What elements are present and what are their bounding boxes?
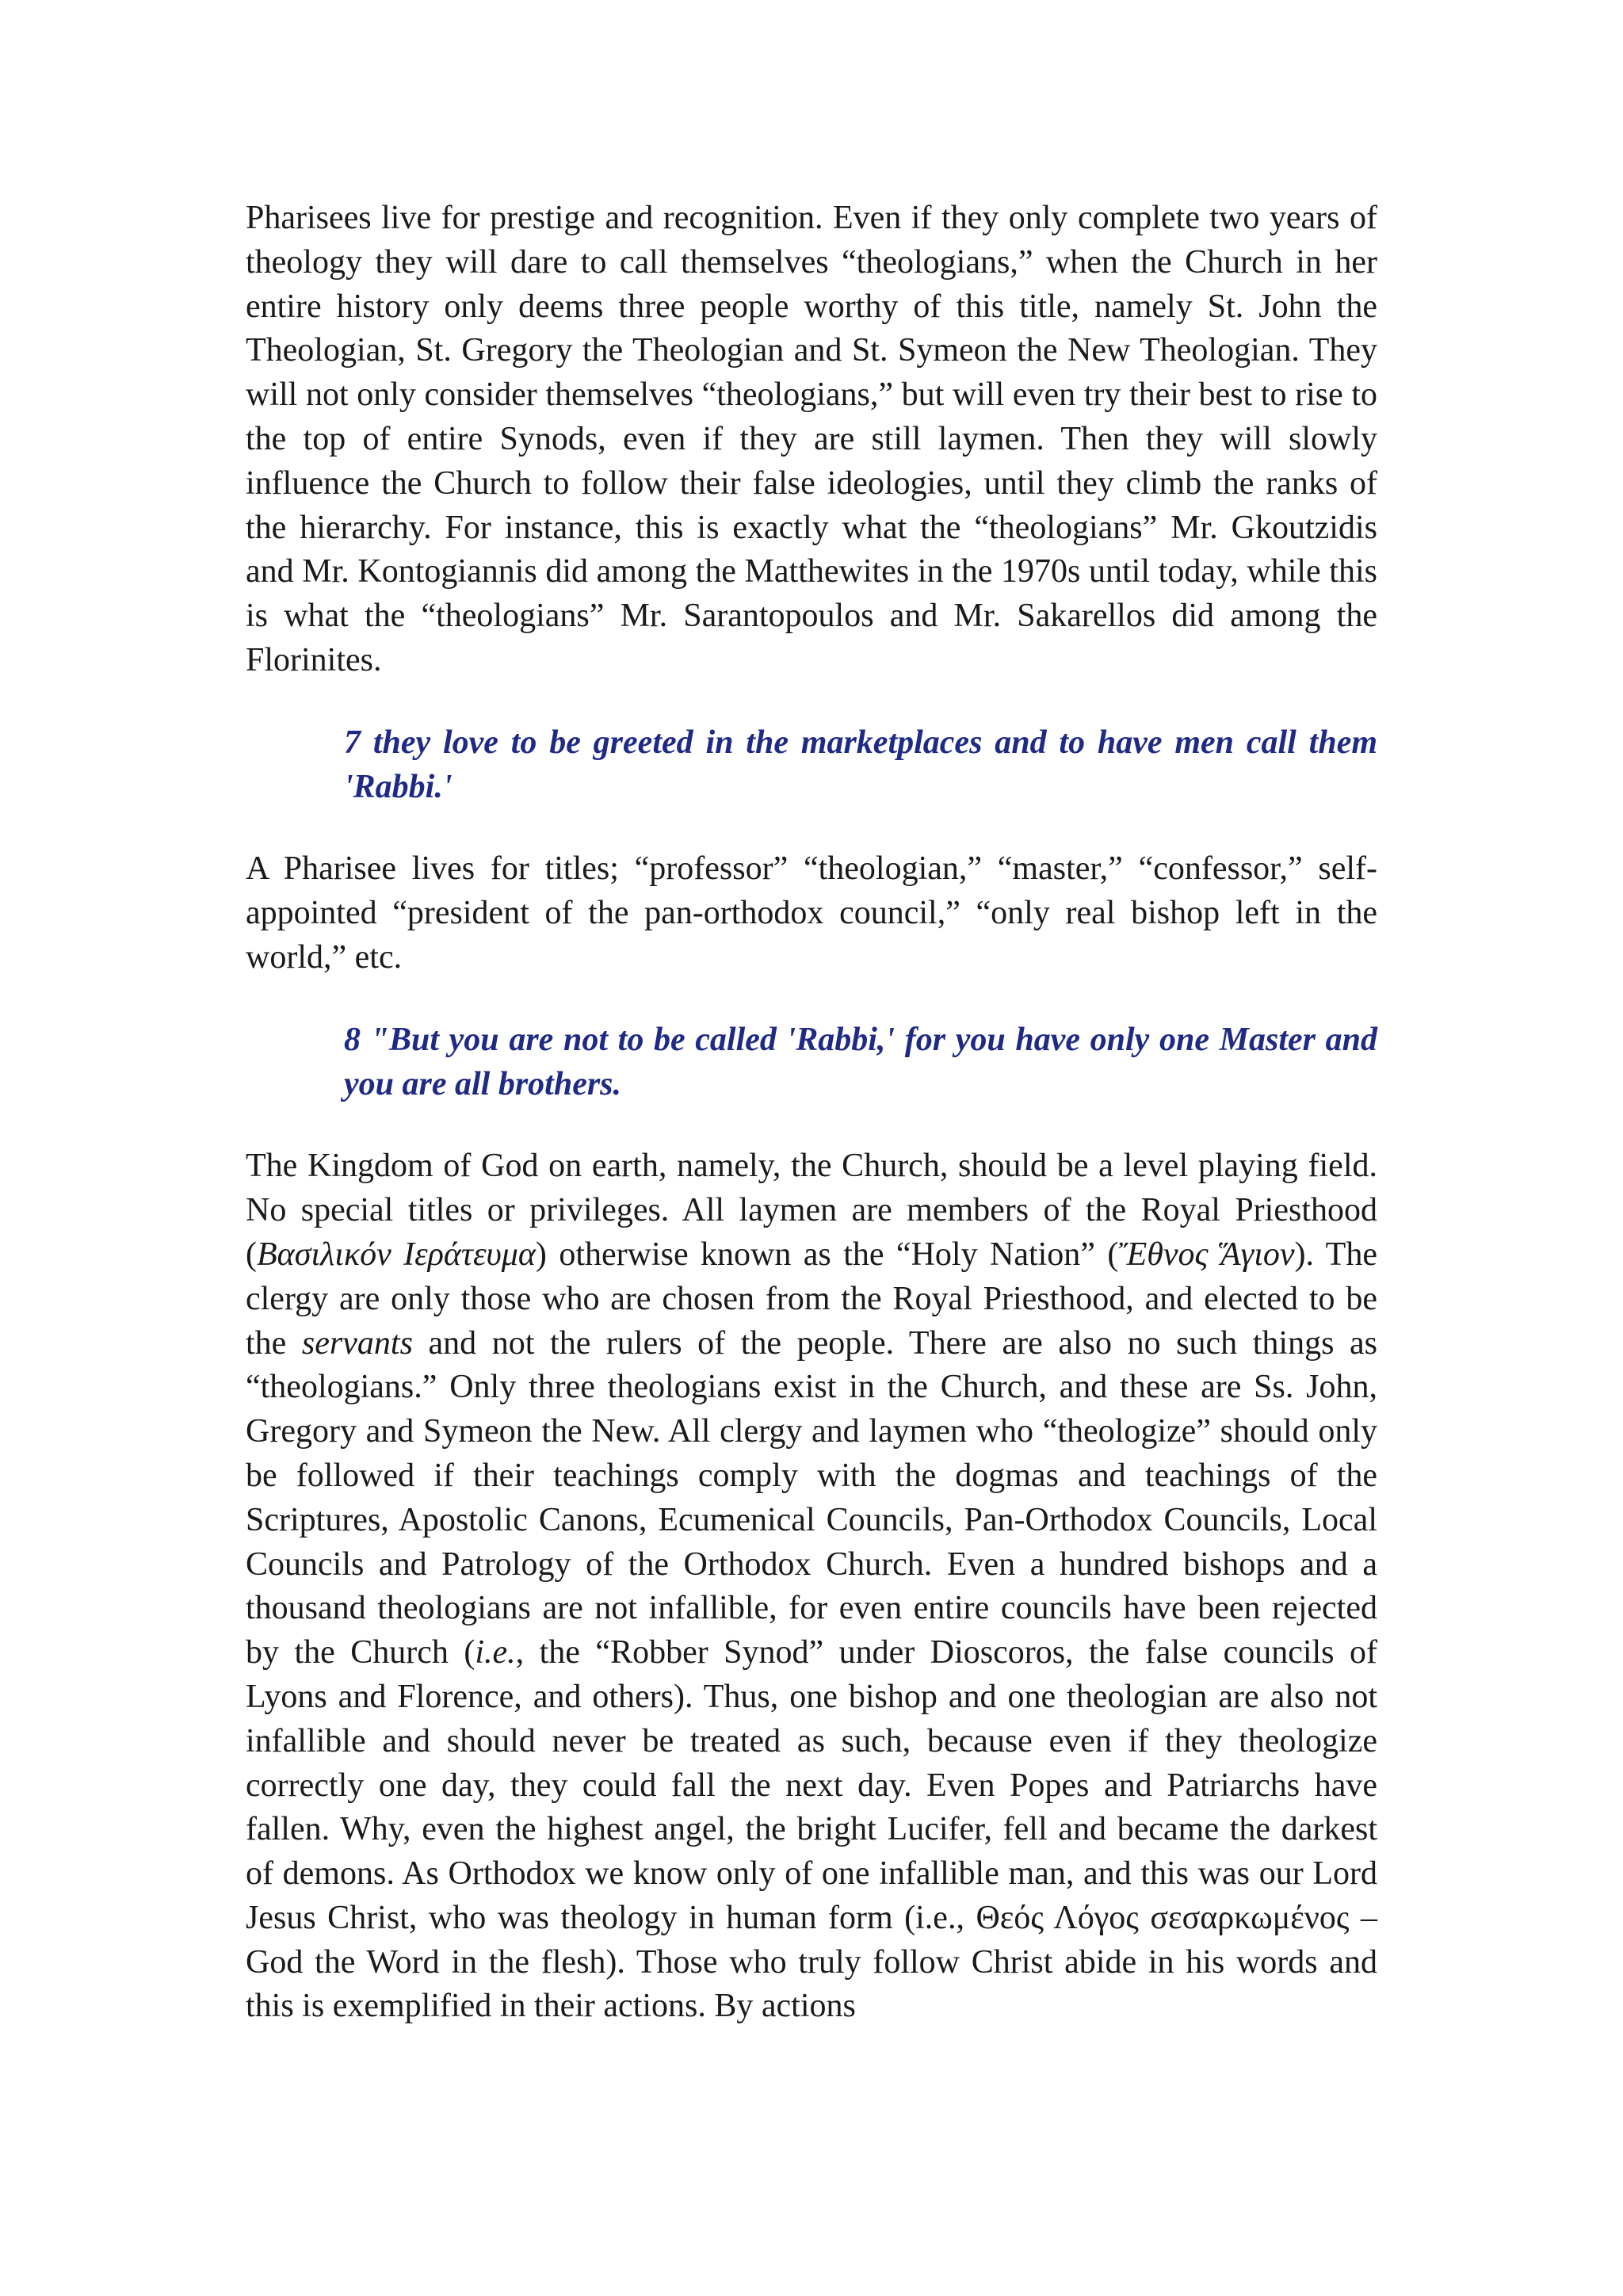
spacer <box>246 683 1377 721</box>
paragraph-pharisees-prestige: Pharisees live for prestige and recognition. Even if they only complete two years of theology they will dare to call themselves “theologians,” when the Church in her entire history only deems three people worthy of this title, namely St. John the Theologian, St. Gregory the Theologian and St. Symeon the New Theologian. They will not only consider themselves “theologians,” but will even try their best to rise to the top of entire Synods, even if they are still laymen. Then they will slowly influence the Church to follow their false ideologies, until they climb the ranks of the hierarchy. For instance, this is exactly what the “theologians” Mr. Gkoutzidis and Mr. Kontogiannis did among the Matthewites in the 1970s until today, while this is what the “theologians” Mr. Sarantopoulos and Mr. Sakarellos did among the Florinites. <box>246 200 1377 678</box>
text-segment: The Kingdom of God on earth, namely, the Church, should be a level playing field. No special titles or privileges. All laymen are members of the Royal Priesthood ( <box>246 1148 1377 1273</box>
spacer <box>246 1106 1377 1144</box>
text-segment: , the “Robber Synod” under Dioscoros, the false councils of Lyons and Florence, and others). Thus, one bishop and one theologian are also not infallible and should never be treated as such, because even if they theologize correctly one day, they could fall the next day. Even Popes and Patriarchs have fallen. Why, even the highest angel, the bright Lucifer, fell and became the darkest of demons. As Orthodox we know only of one infallible man, and this was our Lord Jesus Christ, who was theology in human form (i.e., Θεός Λόγος σεσαρκωμένος – God the Word in the flesh). Those who truly follow Christ abide in his words and this is exemplified in their actions. By actions <box>246 1634 1377 2025</box>
document-page <box>246 197 1377 2029</box>
greek-phrase-holy-nation: Ἔθνος Ἅγιον <box>1118 1236 1295 1273</box>
spacer <box>246 980 1377 1018</box>
text-segment: ) otherwise known as the “Holy Nation” ( <box>535 1236 1119 1273</box>
greek-phrase-royal-priesthood: Βασιλικόν Ιεράτευμα <box>257 1236 536 1273</box>
scripture-verse-7: 7 they love to be greeted in the marketplaces and to have men call them 'Rabbi.' <box>344 724 1377 805</box>
spacer <box>246 809 1377 847</box>
paragraph-kingdom-of-god <box>246 1144 1377 2029</box>
paragraph-pharisee-titles: A Pharisee lives for titles; “professor” “theologian,” “master,” “confessor,” self-appointed “president of the pan-orthodox council,” “only real bishop left in the world,” etc. <box>246 850 1377 976</box>
emphasis-servants: servants <box>301 1324 413 1362</box>
text-segment: and not the rulers of the people. There are also no such things as “theologians.” Only three theologians exist in the Church, and these are Ss. John, Gregory and Symeon the New. All clergy and laymen who “theologize” should only be followed if their teachings comply with the dogmas and teachings of the Scriptures, Apostolic Canons, Ecumenical Councils, Pan-Orthodox Councils, Local Councils and Patrology of the Orthodox Church. Even a hundred bishops and a thousand theologians are not infallible, for even entire councils have been rejected by the Church ( <box>246 1324 1378 1671</box>
emphasis-ie: i.e. <box>475 1634 516 1671</box>
text-segment: ). The clergy are only those who are chosen from the Royal Priesthood, and elected to be the <box>246 1236 1377 1362</box>
scripture-verse-8: 8 "But you are not to be called 'Rabbi,' for you have only one Master and you are all brothers. <box>344 1021 1377 1102</box>
